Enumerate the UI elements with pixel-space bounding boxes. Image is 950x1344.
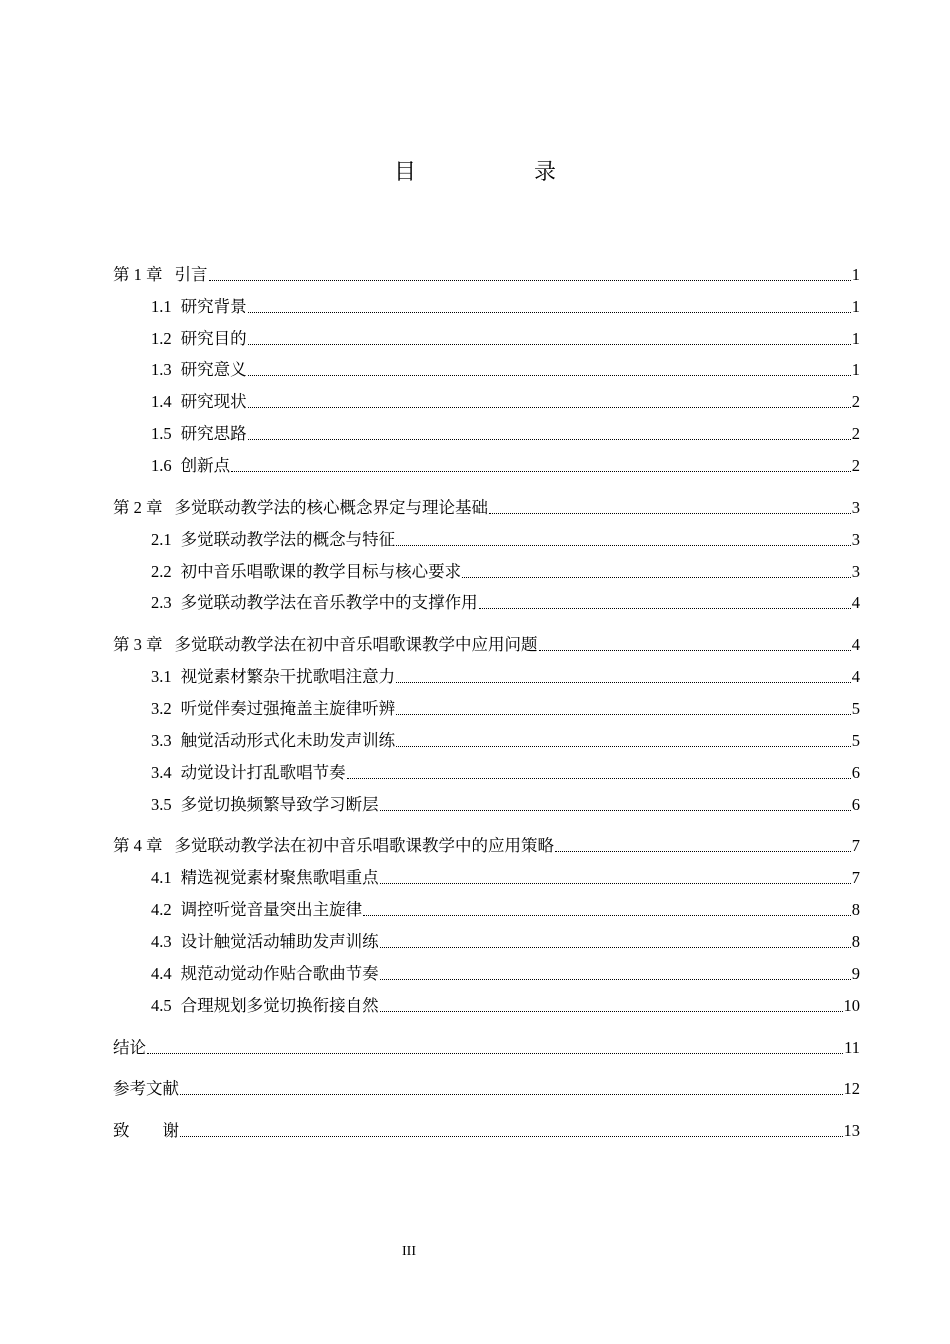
- toc-dot-leader: [489, 512, 851, 514]
- toc-page-number: 13: [843, 1121, 860, 1140]
- toc-page-number: 1: [851, 265, 860, 284]
- toc-entry-title: 多觉联动教学法在音乐教学中的支撑作用: [180, 593, 478, 612]
- toc-entry-number: 1.4: [151, 392, 172, 411]
- toc-dot-leader: [539, 649, 851, 651]
- toc-page-number: 6: [851, 763, 860, 782]
- toc-entry-title: 多觉联动教学法的核心概念界定与理论基础: [174, 498, 488, 517]
- toc-section-entry[interactable]: [113, 422, 860, 446]
- toc-entry-number: 第 4 章: [113, 836, 163, 855]
- toc-entry-number: 4.1: [151, 868, 172, 887]
- toc-page-number: 7: [851, 836, 860, 855]
- toc-dot-leader: [380, 1010, 843, 1012]
- toc-entry-title: 听觉伴奏过强掩盖主旋律听辨: [180, 699, 396, 718]
- toc-page-number: 10: [843, 996, 860, 1015]
- toc-dot-leader: [396, 544, 851, 546]
- toc-entry-number: 4.2: [151, 900, 172, 919]
- toc-section-entry[interactable]: [113, 761, 860, 785]
- toc-entry-number: 3.4: [151, 763, 172, 782]
- toc-entry-number: 1.1: [151, 297, 172, 316]
- toc-dot-leader: [248, 438, 851, 440]
- toc-entry-number: 1.3: [151, 360, 172, 379]
- toc-page-number: 3: [851, 530, 860, 549]
- toc-entry-title: 触觉活动形式化未助发声训练: [180, 731, 396, 750]
- toc-section-entry[interactable]: [113, 793, 860, 817]
- toc-dot-leader: [555, 850, 851, 852]
- toc-section-entry[interactable]: [113, 560, 860, 584]
- toc-entry-number: 4.3: [151, 932, 172, 951]
- toc-dot-leader: [231, 470, 851, 472]
- toc-dot-leader: [396, 713, 851, 715]
- toc-dot-leader: [380, 882, 851, 884]
- toc-page-number: 9: [851, 964, 860, 983]
- toc-entry-number: 第 3 章: [113, 635, 163, 654]
- toc-section-entry[interactable]: [113, 930, 860, 954]
- toc-entry-number: 2.3: [151, 593, 172, 612]
- toc-entry-title: 合理规划多觉切换衔接自然: [180, 996, 379, 1015]
- toc-entry-number: 1.5: [151, 424, 172, 443]
- toc-section-entry[interactable]: [113, 729, 860, 753]
- toc-entry-title: 引言: [174, 265, 208, 284]
- toc-page-number: 6: [851, 795, 860, 814]
- toc-entry-title: 研究背景: [180, 297, 247, 316]
- toc-entry-title: 精选视觉素材聚焦歌唱重点: [180, 868, 379, 887]
- toc-entry-number: 3.3: [151, 731, 172, 750]
- toc-entry-title: 致 谢: [113, 1121, 179, 1140]
- toc-page-number: 1: [851, 297, 860, 316]
- toc-entry-number: 1.6: [151, 456, 172, 475]
- toc-page-number: 11: [844, 1038, 860, 1057]
- toc-dot-leader: [462, 576, 851, 578]
- toc-chapter-entry[interactable]: [113, 263, 860, 287]
- toc-chapter-entry[interactable]: [113, 633, 860, 657]
- page-number-footer: III: [402, 1244, 416, 1259]
- toc-dot-leader: [248, 406, 851, 408]
- toc-entry-title: 多觉联动教学法在初中音乐唱歌课教学中的应用策略: [174, 836, 554, 855]
- toc-page-number: 2: [851, 424, 860, 443]
- toc-dot-leader: [180, 1135, 843, 1137]
- toc-section-entry[interactable]: [113, 665, 860, 689]
- toc-entry-title: 结论: [113, 1038, 146, 1057]
- toc-entry-number: 1.2: [151, 329, 172, 348]
- toc-entry-title: 设计触觉活动辅助发声训练: [180, 932, 379, 951]
- toc-page-number: 12: [843, 1079, 860, 1098]
- toc-section-entry[interactable]: [113, 390, 860, 414]
- toc-entry-title: 参考文献: [113, 1079, 179, 1098]
- toc-chapter-entry[interactable]: [113, 496, 860, 520]
- toc-entry-title: 多觉切换频繁导致学习断层: [180, 795, 379, 814]
- toc-section-entry[interactable]: [113, 994, 860, 1018]
- toc-dot-leader: [147, 1052, 843, 1054]
- toc-entry-number: 第 2 章: [113, 498, 163, 517]
- toc-entry-title: 研究思路: [180, 424, 247, 443]
- toc-page-number: 7: [851, 868, 860, 887]
- toc-dot-leader: [396, 681, 851, 683]
- toc-dot-leader: [248, 311, 851, 313]
- toc-page-number: 2: [851, 392, 860, 411]
- toc-page-number: 4: [851, 593, 860, 612]
- toc-section-entry[interactable]: [113, 454, 860, 478]
- toc-entry-title: 研究目的: [180, 329, 247, 348]
- toc-entry-title: 规范动觉动作贴合歌曲节奏: [180, 964, 379, 983]
- toc-entry-title: 视觉素材繁杂干扰歌唱注意力: [180, 667, 396, 686]
- toc-section-entry[interactable]: [113, 327, 860, 351]
- toc-page-number: 8: [851, 932, 860, 951]
- toc-dot-leader: [209, 279, 851, 281]
- toc-chapter-entry[interactable]: [113, 834, 860, 858]
- toc-dot-leader: [180, 1093, 843, 1095]
- toc-entry-title: 创新点: [180, 456, 231, 475]
- toc-chapter-entry[interactable]: [113, 1077, 860, 1101]
- toc-entry-title: 研究意义: [180, 360, 247, 379]
- toc-page-number: 4: [851, 635, 860, 654]
- toc-dot-leader: [380, 809, 851, 811]
- toc-page-number: 8: [851, 900, 860, 919]
- toc-entry-number: 第 1 章: [113, 265, 163, 284]
- toc-page-number: 1: [851, 360, 860, 379]
- toc-dot-leader: [396, 745, 851, 747]
- toc-entry-title: 调控听觉音量突出主旋律: [180, 900, 363, 919]
- toc-dot-leader: [380, 946, 851, 948]
- toc-section-entry[interactable]: [113, 962, 860, 986]
- toc-page-number: 2: [851, 456, 860, 475]
- toc-dot-leader: [248, 374, 851, 376]
- toc-entry-title: 多觉联动教学法的概念与特征: [180, 530, 396, 549]
- toc-section-entry[interactable]: [113, 898, 860, 922]
- toc-dot-leader: [347, 777, 851, 779]
- toc-page-number: 1: [851, 329, 860, 348]
- toc-dot-leader: [363, 914, 851, 916]
- toc-section-entry[interactable]: [113, 866, 860, 890]
- toc-section-entry[interactable]: [113, 528, 860, 552]
- toc-entry-number: 3.1: [151, 667, 172, 686]
- toc-page-number: 3: [851, 562, 860, 581]
- toc-dot-leader: [380, 978, 851, 980]
- toc-entry-number: 4.5: [151, 996, 172, 1015]
- toc-section-entry[interactable]: [113, 591, 860, 615]
- toc-section-entry[interactable]: [113, 697, 860, 721]
- toc-entry-number: 2.2: [151, 562, 172, 581]
- toc-dot-leader: [479, 607, 851, 609]
- toc-entry-title: 多觉联动教学法在初中音乐唱歌课教学中应用问题: [174, 635, 538, 654]
- toc-entry-number: 3.5: [151, 795, 172, 814]
- toc-entry-title: 动觉设计打乱歌唱节奏: [180, 763, 346, 782]
- toc-entry-number: 2.1: [151, 530, 172, 549]
- toc-entry-title: 初中音乐唱歌课的教学目标与核心要求: [180, 562, 462, 581]
- toc-page-number: 5: [851, 731, 860, 750]
- toc-entry-title: 研究现状: [180, 392, 247, 411]
- toc-section-entry[interactable]: [113, 358, 860, 382]
- page-title: 目 录: [393, 160, 604, 185]
- toc-page-number: 3: [851, 498, 860, 517]
- toc-page-number: 5: [851, 699, 860, 718]
- toc-dot-leader: [248, 343, 851, 345]
- toc-section-entry[interactable]: [113, 295, 860, 319]
- toc-chapter-entry[interactable]: [113, 1119, 860, 1143]
- toc-entry-number: 3.2: [151, 699, 172, 718]
- toc-chapter-entry[interactable]: [113, 1036, 860, 1060]
- toc-page-number: 4: [851, 667, 860, 686]
- toc-entry-number: 4.4: [151, 964, 172, 983]
